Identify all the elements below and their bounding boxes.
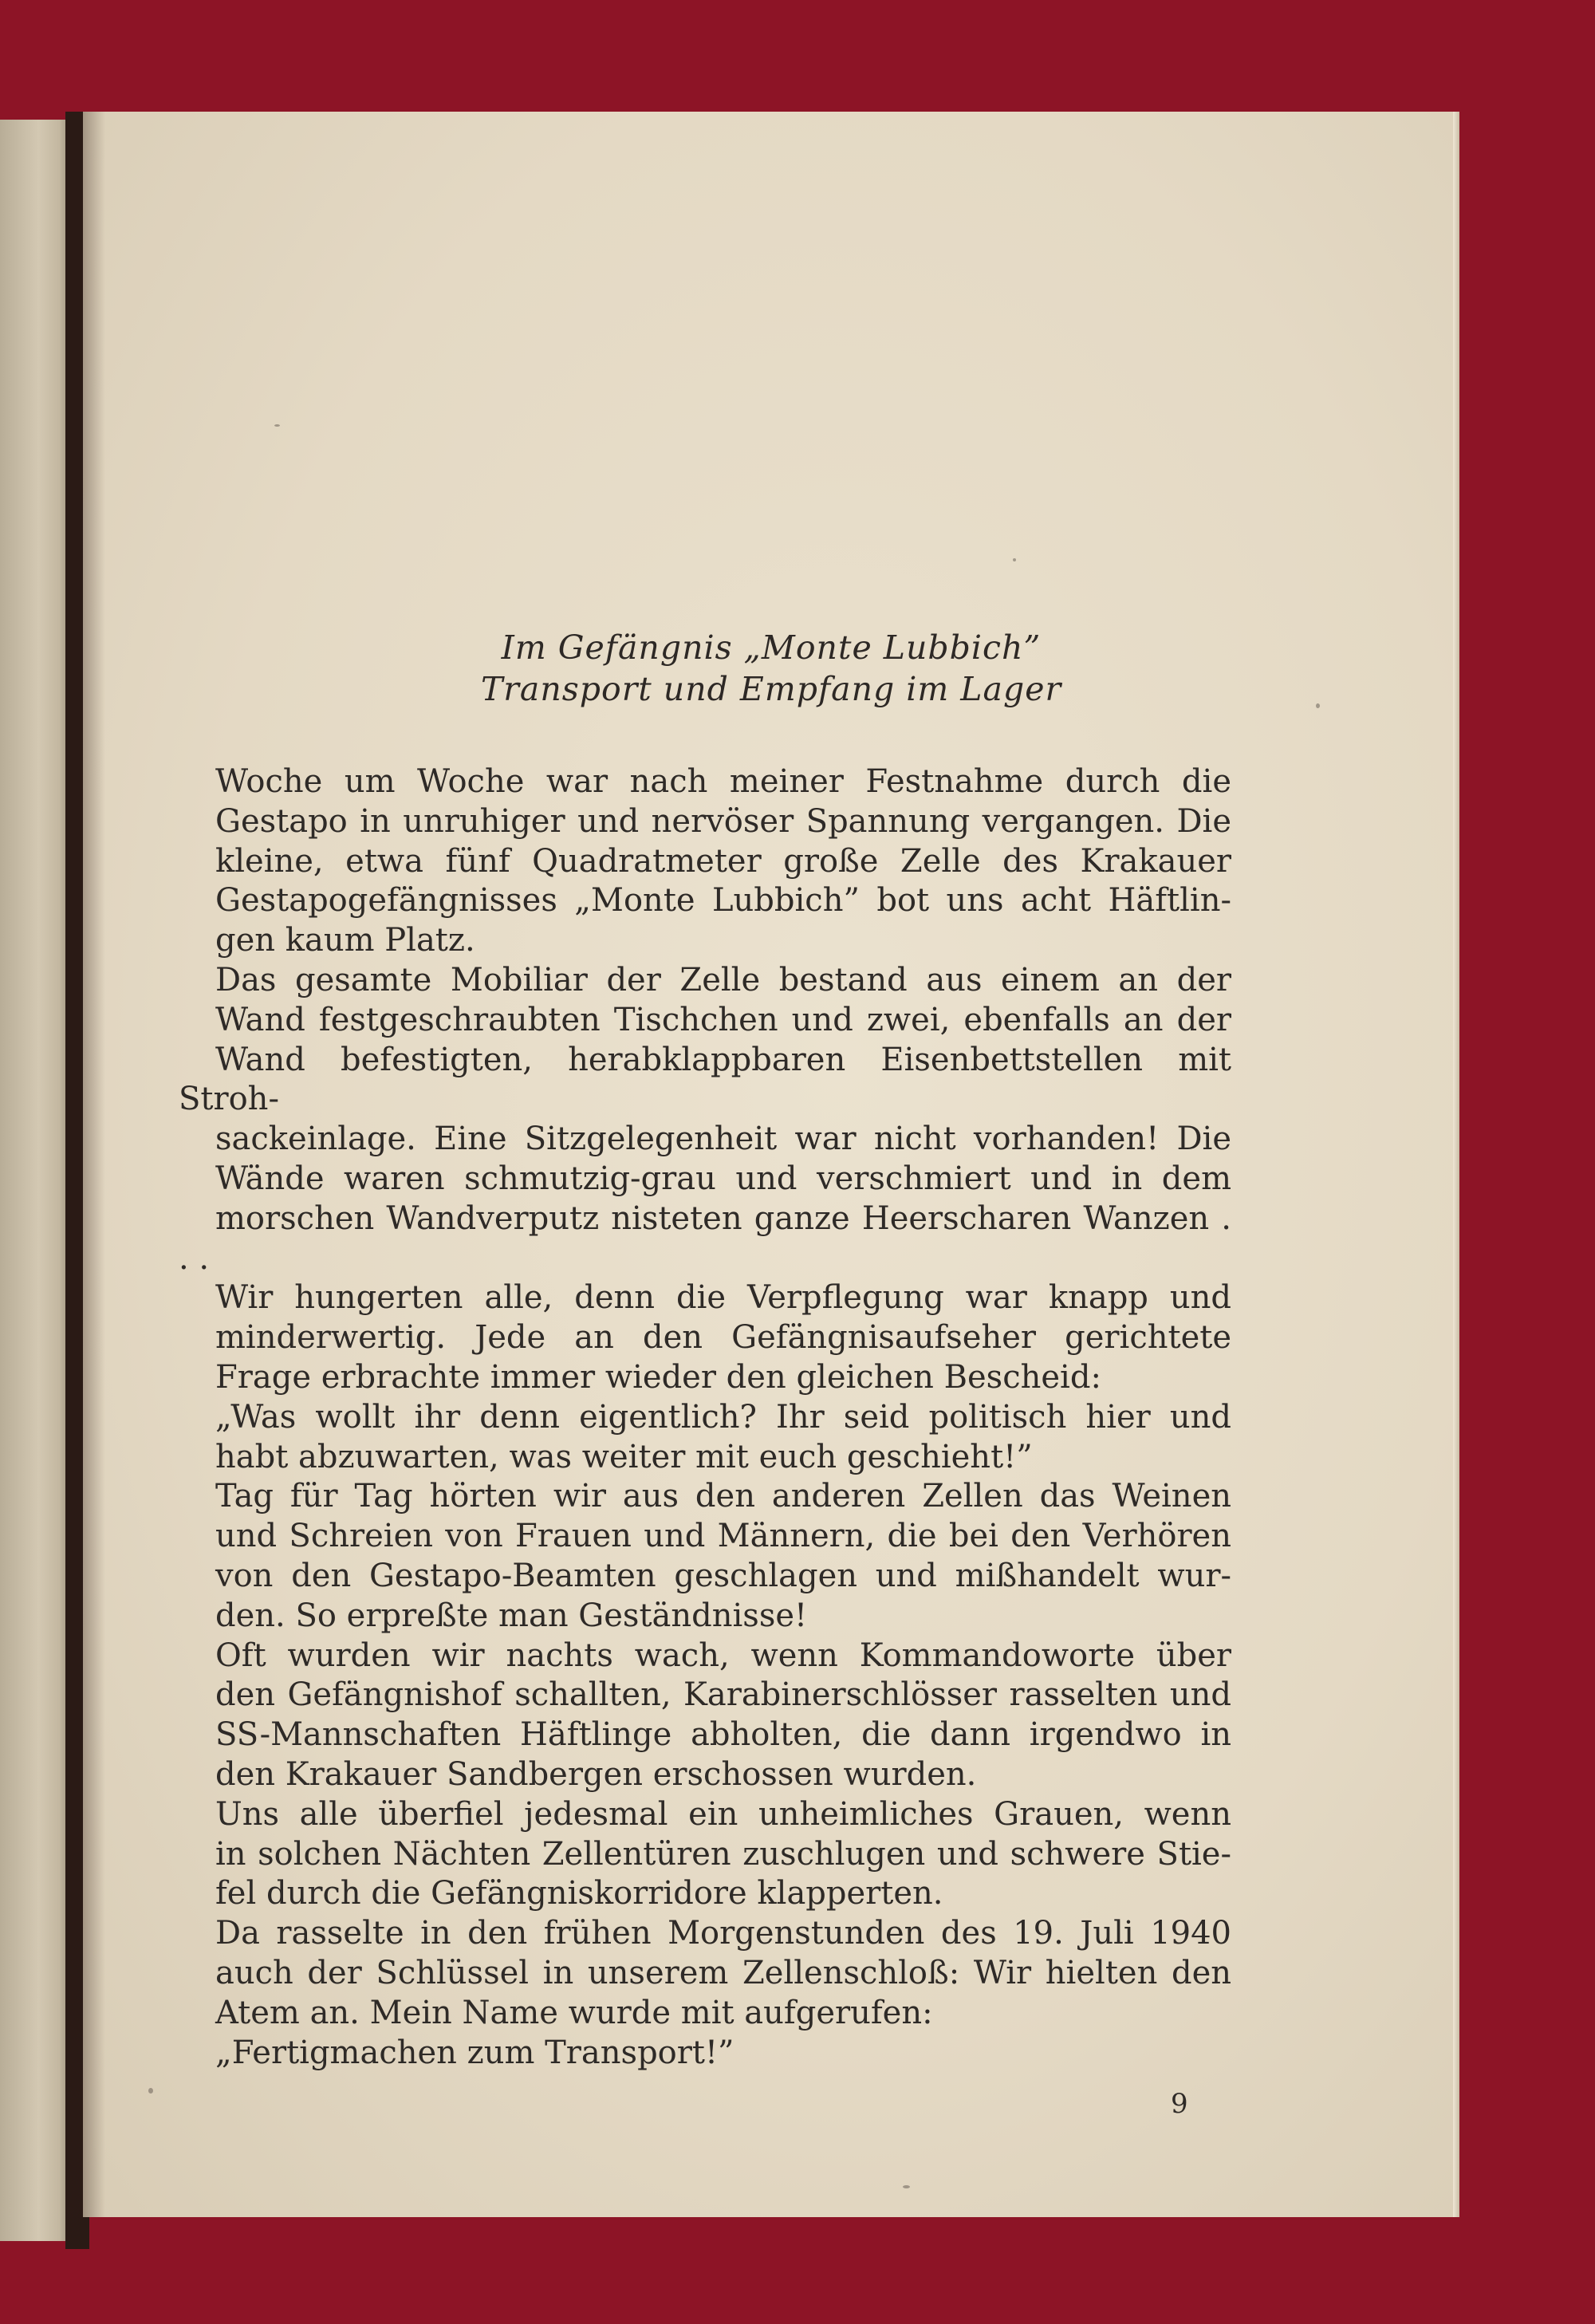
text-line: „Fertigmachen zum Transport!” — [215, 2034, 734, 2071]
body-text — [179, 762, 1231, 2073]
text-line: den. So erpreßte man Geständnisse! — [215, 1597, 808, 1634]
paper-speck — [1013, 558, 1016, 561]
text-line: Gestapogefängnisses „Monte Lubbich” bot uns acht Häftlin- — [215, 882, 1231, 920]
text-line: „Was wollt ihr denn eigentlich? Ihr seid politisch hier und — [215, 1398, 1231, 1436]
text-line: habt abzuwarten, was weiter mit euch geschieht!” — [215, 1438, 1033, 1475]
book-page — [83, 112, 1459, 2217]
text-line: auch der Schlüssel in unserem Zellenschloß: Wir hielten den — [215, 1954, 1231, 1991]
text-line: Da rasselte in den frühen Morgenstunden des 19. Juli 1940 — [215, 1915, 1231, 1952]
chapter-heading-line-2: Transport und Empfang im Lager — [480, 670, 1062, 708]
page-number: 9 — [1171, 2088, 1188, 2120]
paragraph — [179, 1637, 1231, 1795]
text-line: Oft wurden wir nachts wach, wenn Kommandoworte über — [215, 1637, 1231, 1674]
text-line: von den Gestapo-Beamten geschlagen und mißhandelt wur- — [215, 1557, 1231, 1594]
paragraph — [179, 1278, 1231, 1397]
page-shadow — [83, 112, 105, 2217]
text-line: Tag für Tag hörten wir aus den anderen Zellen das Weinen — [215, 1478, 1231, 1515]
paper-speck — [148, 2088, 153, 2094]
text-line: Wand festgeschraubten Tischchen und zwei, ebenfalls an der — [215, 1001, 1231, 1038]
paragraph — [179, 1398, 1231, 1478]
text-line: Woche um Woche war nach meiner Festnahme durch die — [215, 763, 1231, 800]
text-line: Wir hungerten alle, denn die Verpflegung war knapp und — [215, 1279, 1231, 1317]
paper-speck — [903, 2185, 910, 2188]
text-line: den Gefängnishof schallten, Karabinerschlösser rasselten und — [215, 1676, 1231, 1714]
paragraph — [179, 1477, 1231, 1636]
text-line: Gestapo in unruhiger und nervöser Spannung vergangen. Die — [215, 802, 1231, 840]
text-line: SS-Mannschaften Häftlinge abholten, die dann irgendwo in — [215, 1716, 1231, 1754]
text-line: Das gesamte Mobiliar der Zelle bestand aus einem an der — [215, 961, 1231, 999]
text-line: Uns alle überfiel jedesmal ein unheimliches Grauen, wenn — [215, 1795, 1231, 1833]
text-line: und Schreien von Frauen und Männern, die bei den Verhören — [215, 1518, 1231, 1555]
text-line: Wand befestigten, herabklappbaren Eisenbettstellen mit Stroh- — [179, 1041, 1231, 1118]
paper-speck — [274, 424, 280, 427]
text-line: kleine, etwa fünf Quadratmeter große Zelle des Krakauer — [215, 842, 1231, 880]
paragraph — [179, 1914, 1231, 2033]
text-line: minderwertig. Jede an den Gefängnisaufseher gerichtete — [215, 1319, 1231, 1357]
text-line: fel durch die Gefängniskorridore klapperten. — [215, 1875, 943, 1912]
left-page-edge — [0, 120, 70, 2241]
text-line: morschen Wandverputz nisteten ganze Heerscharen Wanzen . . . — [179, 1199, 1231, 1277]
text-line: in solchen Nächten Zellentüren zuschlugen und schwere Stie- — [215, 1835, 1231, 1873]
text-line: gen kaum Platz. — [215, 922, 475, 959]
paragraph — [179, 1795, 1231, 1914]
paragraph — [179, 961, 1231, 1278]
text-line: Wände waren schmutzig-grau und verschmiert und in dem — [215, 1160, 1231, 1197]
paper-speck — [1316, 703, 1320, 708]
paragraph — [179, 2034, 1231, 2074]
text-line: Frage erbrachte immer wieder den gleichen Bescheid: — [215, 1358, 1101, 1396]
chapter-heading-line-1: Im Gefängnis „Monte Lubbich” — [501, 628, 1042, 667]
text-line: sackeinlage. Eine Sitzgelegenheit war nicht vorhanden! Die — [215, 1121, 1231, 1158]
page-edge — [1453, 112, 1459, 2217]
text-line: Atem an. Mein Name wurde mit aufgerufen: — [215, 1994, 933, 2031]
paragraph — [179, 762, 1231, 961]
text-line: den Krakauer Sandbergen erschossen wurden. — [215, 1755, 977, 1793]
